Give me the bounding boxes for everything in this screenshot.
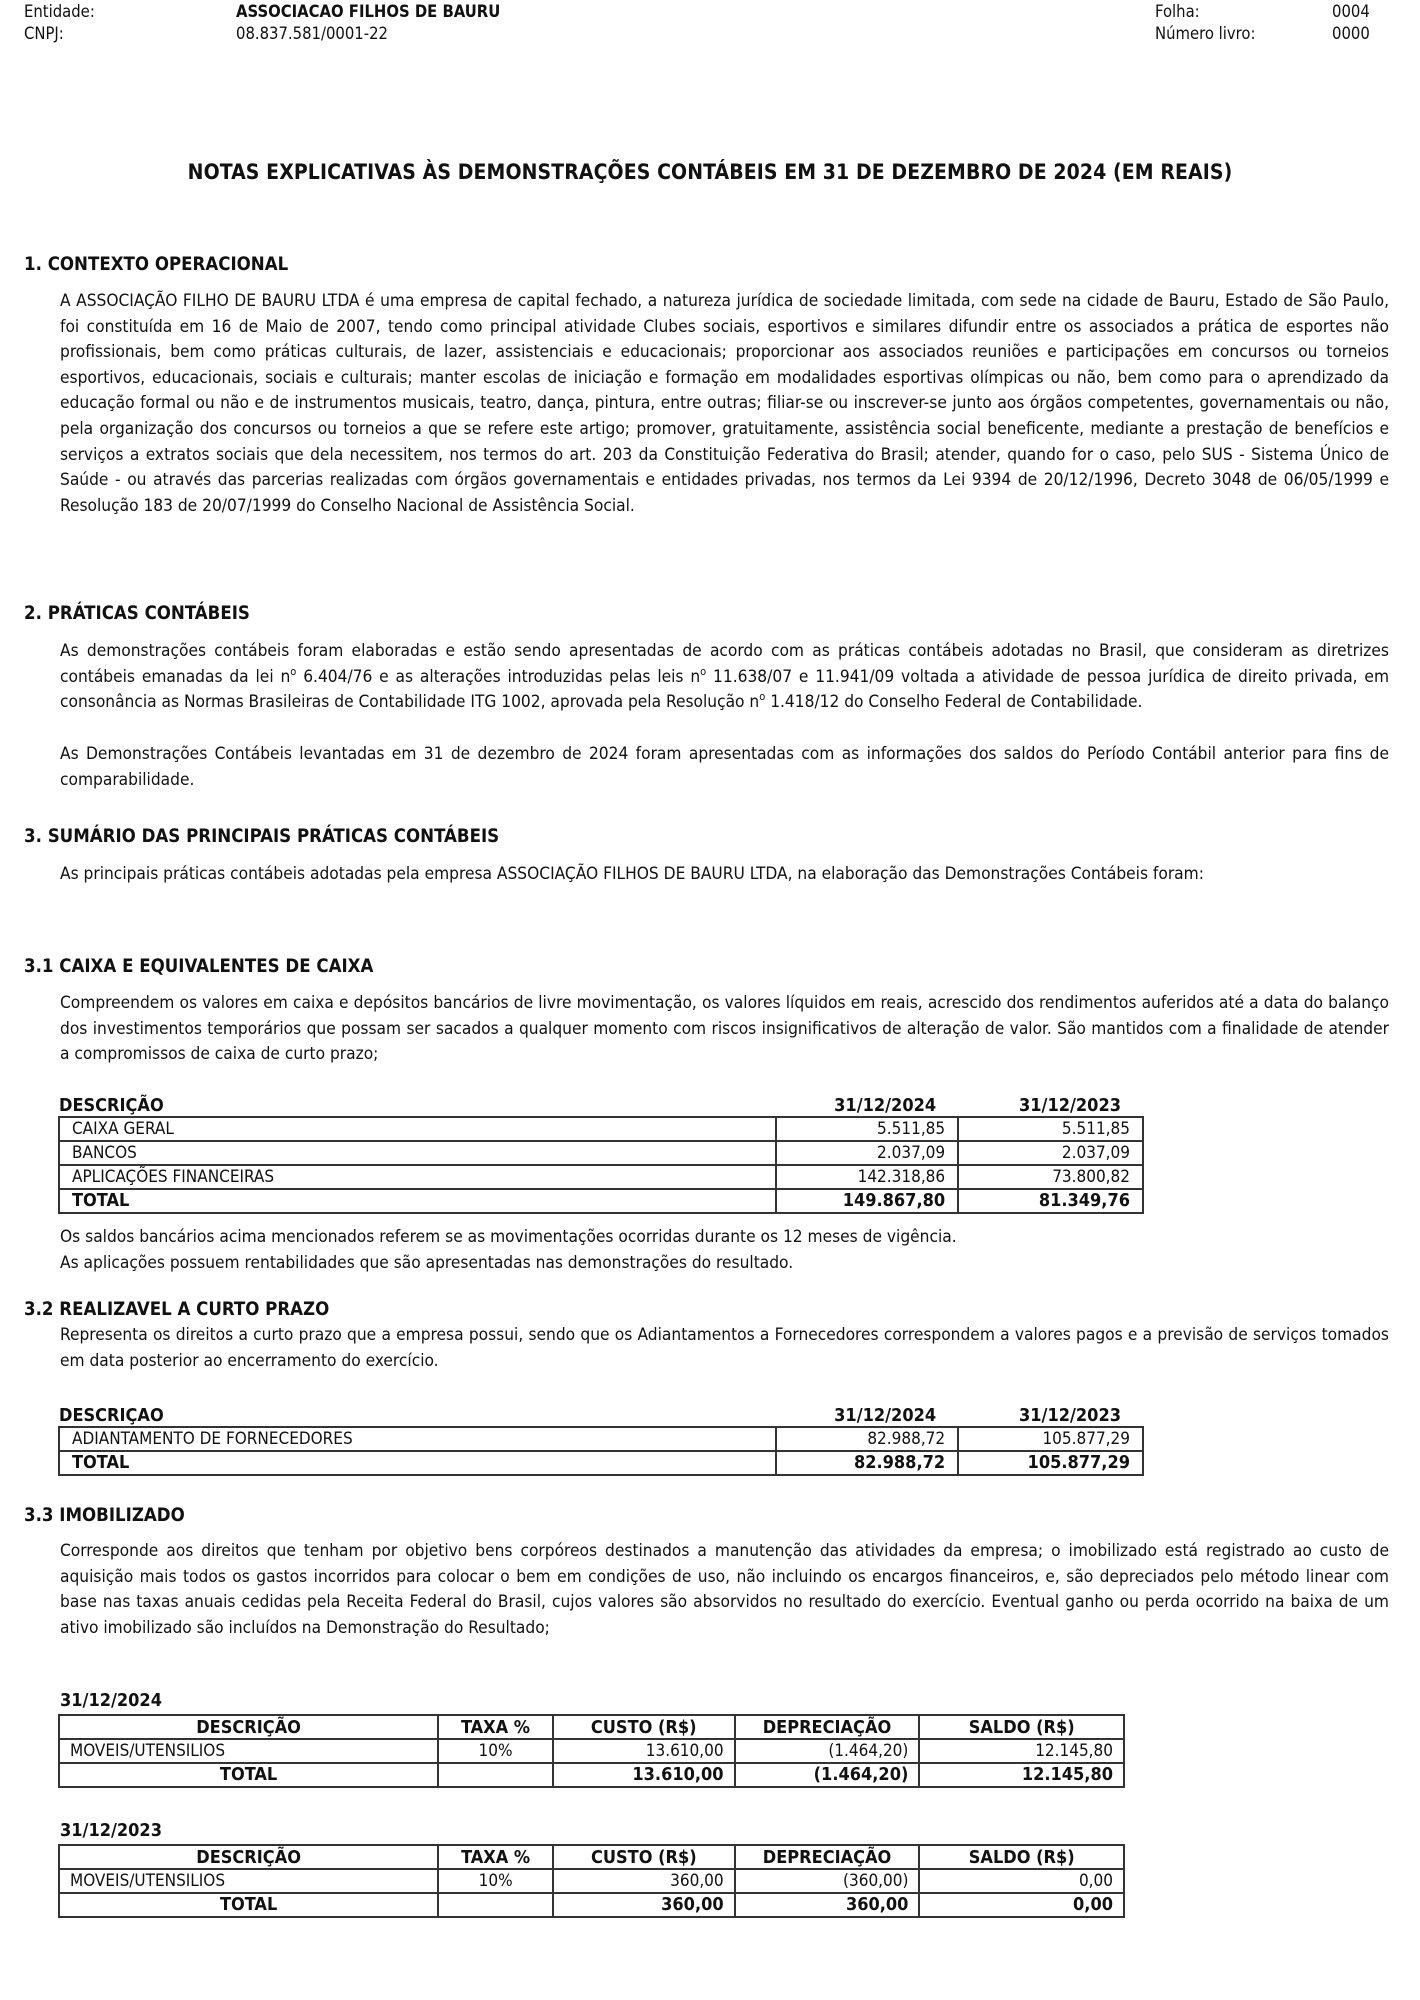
table-row: BANCOS 2.037,09 2.037,09 xyxy=(59,1141,1143,1165)
section-3-1-text: Compreendem os valores em caixa e depósitos bancários de livre movimentação, os valores líquidos em reais, acrescido dos rendimentos auferidos até a data do balanço dos investimentos temporários que possam ser sacados a qualquer momento com riscos insignificativos de alteração de valor. São mantidos com a finalidade de atender a compromissos de caixa de curto prazo; xyxy=(60,993,1389,1065)
section-2-text-a: As demonstrações contábeis foram elaboradas e estão sendo apresentadas de acordo com as práticas contábeis adotadas no Brasil, que consideram as diretrizes contábeis emanadas da lei $n^o$ 6.404/76 e as alterações introduzidas pelas leis $n^o$ 11.638/07 e 11.941/09 voltada a atividade de pessoa jurídica de direito privada, em consonância as Normas Brasileiras de Contabilidade ITG 1002, aprovada pela Resolução $n^o$ 1.418/12 do Conselho Federal de Contabilidade. xyxy=(60,641,1390,713)
table-row: CAIXA GERAL 5.511,85 5.511,85 xyxy=(59,1117,1143,1141)
folha-label: Folha: xyxy=(1155,2,1200,21)
page-title: NOTAS EXPLICATIVAS ÀS DEMONSTRAÇÕES CONTÁBEIS EM 31 DE DEZEMBRO DE 2024 (EM REAIS) xyxy=(187,160,1233,184)
folha-value: 0004 xyxy=(1332,2,1370,21)
cash-note-1: Os saldos bancários acima mencionados referem se as movimentações ocorridas durante os 12 meses de vigência. xyxy=(60,1227,957,1247)
table-total-row: TOTAL 360,00 360,00 0,00 xyxy=(59,1893,1124,1917)
cash-note-2: As aplicações possuem rentabilidades que são apresentadas nas demonstrações do resultado. xyxy=(60,1253,794,1273)
table-header: DESCRIÇÃO TAXA % CUSTO (R$) DEPRECIAÇÃO SALDO (R$) xyxy=(59,1845,1124,1869)
table-header: DESCRIÇAO 31/12/2024 31/12/2023 xyxy=(59,1404,1121,1426)
section-3-1-heading: 3.1 CAIXA E EQUIVALENTES DE CAIXA xyxy=(24,956,374,977)
fixed-assets-2023-label: 31/12/2023 xyxy=(60,1820,162,1841)
fixed-assets-2024-label: 31/12/2024 xyxy=(60,1690,162,1711)
section-3-heading: 3. SUMÁRIO DAS PRINCIPAIS PRÁTICAS CONTÁBEIS xyxy=(24,826,500,847)
entity-label: Entidade: xyxy=(24,2,95,21)
entity-value: ASSOCIACAO FILHOS DE BAURU xyxy=(236,2,501,21)
section-3-3-text: Corresponde aos direitos que tenham por objetivo bens corpóreos destinados a manutenção das atividades da empresa; o imobilizado está registrado ao custo de aquisição mais todos os gastos incorridos para colocar o bem em condições de uso, não incluindo os encargos financeiros, e, são depreciados pelo método linear com base nas taxas anuais cedidas pela Receita Federal do Brasil, cujos valores são absorvidos no resultado do exercício. Eventual ganho ou perda ocorrido na baixa de um ativo imobilizado são incluídos na Demonstração do Resultado; xyxy=(60,1541,1389,1638)
section-1-text: A ASSOCIAÇÃO FILHO DE BAURU LTDA é uma empresa de capital fechado, a natureza jurídica de sociedade limitada, com sede na cidade de Bauru, Estado de São Paulo, foi constituída em 16 de Maio de 2007, tendo como principal atividade Clubes sociais, esportivos e similares difundir entre os associados a prática de esportes não profissionais, bem como práticas culturais, de lazer, assistenciais e educacionais; proporcionar aos associados reuniões e participações em concursos ou torneios esportivos, educacionais, sociais e culturais; manter escolas de iniciação e formação em modalidades esportivas olímpicas ou não, bem como para o aprendizado da educação formal ou não e de instrumentos musicais, teatro, dança, pintura, entre outras; filiar-se ou inscrever-se junto aos órgãos competentes, governamentais ou não, pela organização dos concursos ou torneios a que se refere este artigo; promover, gratuitamente, assistência social beneficente, mediante a prestação de benefícios e serviços a extratos sociais que dela necessitem, nos termos do art. 203 da Constituição Federativa do Brasil; atender, quando for o caso, pelo SUS - Sistema Único de Saúde - ou através das parcerias realizadas com órgãos governamentais e entidades privadas, nos termos da Lei 9394 de 20/12/1996, Decreto 3048 de 06/05/1999 e Resolução 183 de 20/07/1999 do Conselho Nacional de Assistência Social. xyxy=(60,291,1389,516)
table-total-row: TOTAL 82.988,72 105.877,29 xyxy=(59,1451,1143,1475)
table-row: APLICAÇÕES FINANCEIRAS 142.318,86 73.800,82 xyxy=(59,1165,1143,1189)
cnpj-label: CNPJ: xyxy=(24,24,64,43)
table-header: DESCRIÇÃO TAXA % CUSTO (R$) DEPRECIAÇÃO SALDO (R$) xyxy=(59,1715,1124,1739)
cash-table xyxy=(58,1094,1144,1214)
fixed-assets-2023-table xyxy=(58,1844,1125,1918)
table-header: DESCRIÇÃO 31/12/2024 31/12/2023 xyxy=(59,1094,1121,1116)
receivables-table xyxy=(58,1404,1144,1476)
livro-label: Número livro: xyxy=(1155,24,1256,43)
section-3-2-heading: 3.2 REALIZAVEL A CURTO PRAZO xyxy=(24,1299,330,1320)
section-3-3-heading: 3.3 IMOBILIZADO xyxy=(24,1505,185,1526)
section-3-2-text: Representa os direitos a curto prazo que a empresa possui, sendo que os Adiantamentos a Fornecedores correspondem a valores pagos e a previsão de serviços tomados em data posterior ao encerramento do exercício. xyxy=(60,1325,1389,1371)
table-total-row: TOTAL 149.867,80 81.349,76 xyxy=(59,1189,1143,1213)
section-1-heading: 1. CONTEXTO OPERACIONAL xyxy=(24,254,289,275)
fixed-assets-2024-table xyxy=(58,1714,1125,1788)
table-row: MOVEIS/UTENSILIOS 10% 360,00 (360,00) 0,00 xyxy=(59,1869,1124,1893)
table-row: MOVEIS/UTENSILIOS 10% 13.610,00 (1.464,20) 12.145,80 xyxy=(59,1739,1124,1763)
table-row: ADIANTAMENTO DE FORNECEDORES 82.988,72 105.877,29 xyxy=(59,1427,1143,1451)
section-3-text: As principais práticas contábeis adotadas pela empresa ASSOCIAÇÃO FILHOS DE BAURU LTDA, na elaboração das Demonstrações Contábeis foram: xyxy=(60,864,1204,884)
section-2-text-b: As Demonstrações Contábeis levantadas em 31 de dezembro de 2024 foram apresentadas com as informações dos saldos do Período Contábil anterior para fins de comparabilidade. xyxy=(60,744,1389,790)
cnpj-value: 08.837.581/0001-22 xyxy=(236,24,388,43)
livro-value: 0000 xyxy=(1332,24,1370,43)
section-2-heading: 2. PRÁTICAS CONTÁBEIS xyxy=(24,603,250,624)
table-total-row: TOTAL 13.610,00 (1.464,20) 12.145,80 xyxy=(59,1763,1124,1787)
